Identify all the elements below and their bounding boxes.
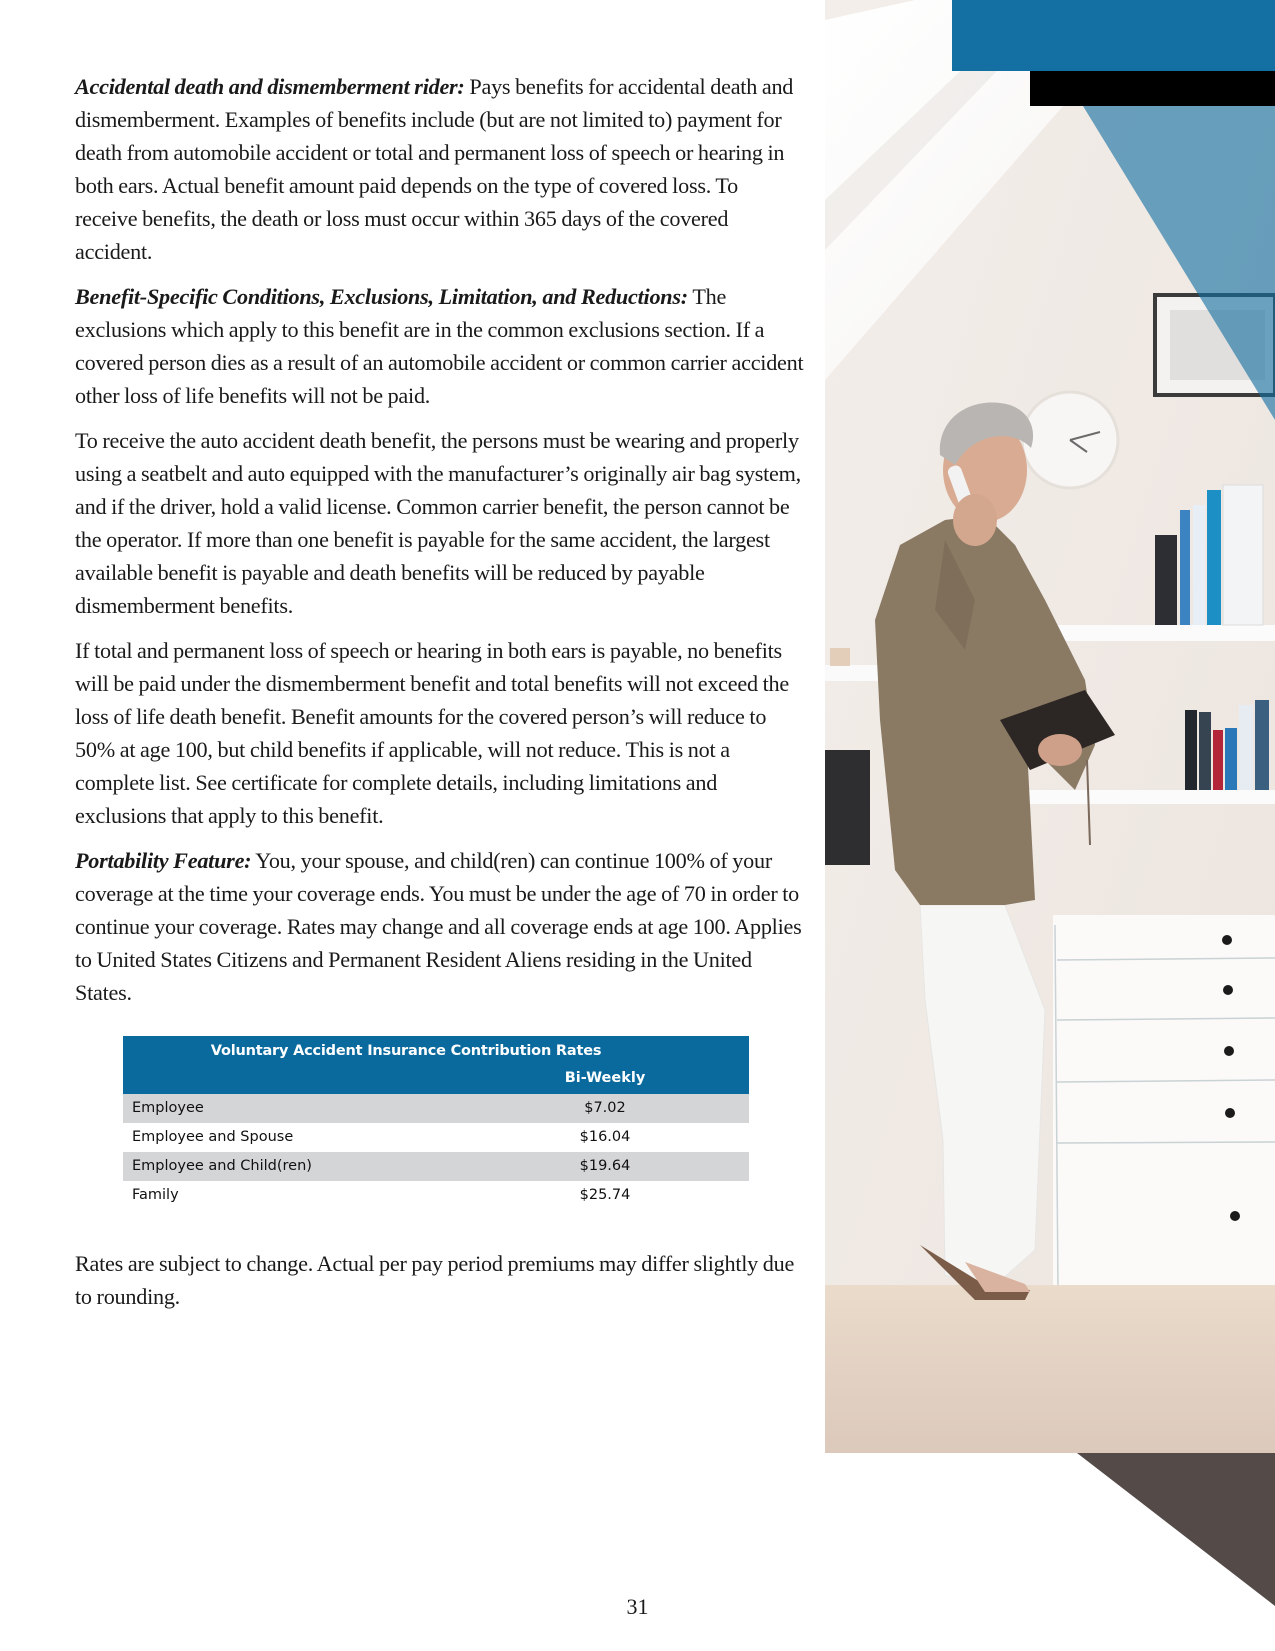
- hand: [953, 494, 997, 546]
- paragraph-lead: Accidental death and dismemberment rider:: [75, 74, 465, 99]
- biweekly-rate: $25.74: [579, 1187, 631, 1203]
- body-text: [75, 70, 805, 1021]
- paragraph-conditions: [75, 280, 805, 412]
- book: [1199, 712, 1211, 790]
- dark-corner-triangle: [1077, 1453, 1275, 1606]
- book: [1239, 705, 1253, 790]
- paragraph-text: If total and permanent loss of speech or hearing in both ears is payable, no benefits will be paid under the dismemberment benefit and total benefits will not exceed the loss of life death benefit. Benefit amounts for the covered person’s will reduce to 50% at age 100, but child benefits if applicable, will not reduce. This is not a complete list. See certificate for complete details, including limitations and exclusions that apply to this benefit.: [75, 638, 789, 828]
- monitor: [825, 750, 870, 865]
- blue-accent-bar: [952, 0, 1275, 71]
- biweekly-rate: $7.02: [584, 1100, 626, 1116]
- table-row: [123, 1152, 749, 1181]
- paragraph-lead: Benefit-Specific Conditions, Exclusions, Limitation, and Reductions:: [75, 284, 688, 309]
- table-row: [123, 1123, 749, 1152]
- rates-note: Rates are subject to change. Actual per pay period premiums may differ slightly due to rounding.: [75, 1251, 795, 1309]
- picture-art: [1170, 310, 1265, 380]
- page-number: 31: [626, 1594, 649, 1619]
- paragraph-add-rider: [75, 70, 805, 268]
- paragraph-text: The exclusions which apply to this benefit are in the common exclusions section. If a covered person dies as a result of an automobile accident or common carrier accident other loss of life benefits will not be paid.: [75, 284, 804, 408]
- lifestyle-photo: [825, 0, 1275, 1453]
- coverage-tier: Employee and Child(ren): [132, 1158, 312, 1174]
- paragraph-text: To receive the auto accident death benefit, the persons must be wearing and properly using a seatbelt and auto equipped with the manufacturer’s originally air bag system, and if the driver, hold a valid license. Common carrier benefit, the person cannot be the operator. If more than one benefit is payable for the same accident, the largest available benefit is payable and death benefits will be reduced by payable dismemberment benefits.: [75, 428, 801, 618]
- paragraph-auto-accident: [75, 424, 805, 622]
- binder: [1223, 485, 1263, 625]
- drawer-cabinet: [1053, 915, 1275, 1300]
- column-header-biweekly: Bi-Weekly: [564, 1070, 646, 1086]
- book: [1193, 505, 1205, 625]
- left-shelf: [825, 665, 885, 681]
- table-row: [123, 1181, 749, 1210]
- wood-floor: [825, 1285, 1275, 1453]
- paragraph-text: Pays benefits for accidental death and dismemberment. Examples of benefits include (but are not limited to) payment for death from automobile accident or total and permanent loss of speech or hearing in both ears. Actual benefit amount paid depends on the type of covered loss. To receive benefits, the death or loss must occur within 365 days of the covered accident.: [75, 74, 794, 264]
- table-row: [123, 1094, 749, 1123]
- black-accent-bar: [1030, 71, 1275, 106]
- coverage-tier: Family: [132, 1187, 179, 1203]
- book: [1255, 700, 1269, 790]
- book: [1213, 730, 1223, 790]
- table-title: Voluntary Accident Insurance Contribution Rates: [123, 1036, 749, 1065]
- table-column-header: [123, 1065, 749, 1094]
- book: [1207, 490, 1221, 625]
- book: [1180, 510, 1190, 625]
- photo-frame: [830, 648, 850, 666]
- paragraph-portability: [75, 844, 805, 1009]
- paragraph-loss-speech-hearing: [75, 634, 805, 832]
- photo-illustration: [825, 0, 1275, 1453]
- coverage-tier: Employee and Spouse: [132, 1129, 294, 1145]
- book: [1225, 728, 1237, 790]
- biweekly-rate: $16.04: [579, 1129, 631, 1145]
- book: [1155, 535, 1177, 625]
- paragraph-text: You, your spouse, and child(ren) can continue 100% of your coverage at the time your coverage ends. You must be under the age of 70 in order to continue your coverage. Rates may change and all coverage ends at age 100. Applies to United States Citizens and Permanent Resident Aliens residing in the United States.: [75, 848, 802, 1005]
- contribution-rates-table: [123, 1036, 749, 1210]
- book: [1185, 710, 1197, 790]
- coverage-tier: Employee: [132, 1100, 204, 1116]
- biweekly-rate: $19.64: [579, 1158, 631, 1174]
- paragraph-lead: Portability Feature:: [75, 848, 252, 873]
- hand: [1038, 734, 1082, 766]
